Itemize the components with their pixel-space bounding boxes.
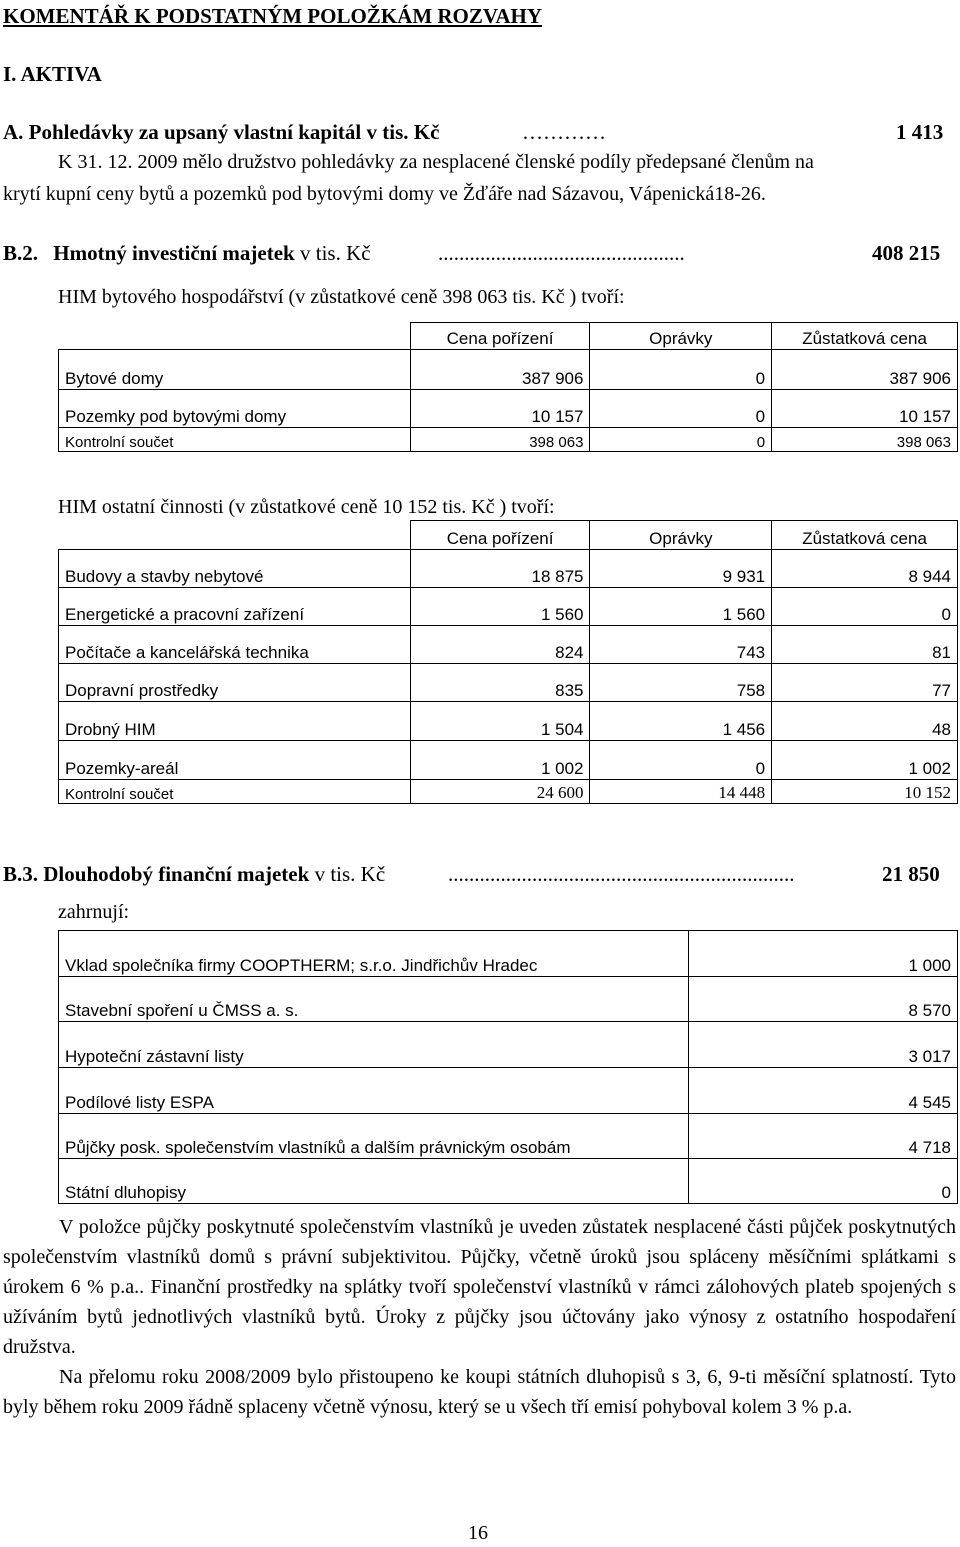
table-header-zustatek: Zůstatková cena [772, 323, 958, 350]
total-cena: 24 600 [410, 780, 590, 804]
bytove-caption: HIM bytového hospodářství (v zůstatkové ceně 398 063 tis. Kč ) tvoří: [58, 286, 625, 308]
row-label: Stavební spoření u ČMSS a. s. [59, 977, 689, 1022]
page-title: KOMENTÁŘ K PODSTATNÝM POLOŽKÁM ROZVAHY [3, 4, 543, 28]
row-opravky: 1 560 [590, 588, 772, 626]
total-label: Kontrolní součet [59, 428, 411, 452]
paragraph-bonds: Na přelomu roku 2008/2009 bylo přistoupeno ke koupi státních dluhopisů s 3, 6, 9-ti měsíční splatností. Tyto byly během roku 2009 řádně splaceny včetně výnosu, který se u všech tří emisí pohyboval kolem 3 % p.a. [3, 1366, 956, 1418]
table-row [59, 741, 958, 780]
table-row [59, 702, 958, 741]
row-cena: 18 875 [410, 550, 590, 588]
row-opravky: 0 [590, 741, 772, 780]
row-label: Dopravní prostředky [59, 664, 411, 702]
row-zustatek: 81 [772, 626, 958, 664]
table-row [59, 977, 958, 1022]
section-b2-dots: ............................................... [438, 241, 685, 265]
row-value: 8 570 [688, 977, 957, 1022]
section-b3-unit: v tis. Kč [314, 862, 386, 886]
total-opravky: 0 [590, 428, 772, 452]
row-zustatek: 10 157 [772, 390, 958, 428]
section-b3-code: B.3. [3, 862, 39, 886]
ostatni-table [58, 520, 958, 804]
commentary [3, 1212, 956, 1422]
table-row [59, 1159, 958, 1204]
row-zustatek: 0 [772, 588, 958, 626]
row-opravky: 1 456 [590, 702, 772, 741]
table-header-cena: Cena pořízení [410, 521, 590, 550]
table-row [59, 550, 958, 588]
row-opravky: 9 931 [590, 550, 772, 588]
table-row [59, 1114, 958, 1159]
total-label: Kontrolní součet [59, 780, 411, 804]
section-a-text-1: K 31. 12. 2009 mělo družstvo pohledávky za nesplacené členské podíly předepsané členům na [58, 151, 814, 173]
row-zustatek: 1 002 [772, 741, 958, 780]
row-label: Budovy a stavby nebytové [59, 550, 411, 588]
section-b2-amount: 408 215 [872, 241, 941, 265]
section-b3-caption: zahrnují: [58, 901, 130, 923]
row-opravky: 0 [590, 390, 772, 428]
row-value: 4 545 [688, 1068, 957, 1114]
table-row [59, 588, 958, 626]
row-label: Podílové listy ESPA [59, 1068, 689, 1114]
table-header-opravky: Oprávky [590, 323, 772, 350]
row-value: 4 718 [688, 1114, 957, 1159]
total-zustatek: 398 063 [772, 428, 958, 452]
section-b2-title: Hmotný investiční majetek [53, 241, 295, 265]
row-label: Bytové domy [59, 350, 411, 390]
section-a-amount: 1 413 [896, 120, 944, 144]
table-header-empty [59, 521, 411, 550]
table-header-zustatek: Zůstatková cena [772, 521, 958, 550]
row-zustatek: 387 906 [772, 350, 958, 390]
row-cena: 835 [410, 664, 590, 702]
table-total-row [59, 780, 958, 804]
row-label: Drobný HIM [59, 702, 411, 741]
table-total-row [59, 428, 958, 452]
row-value: 1 000 [688, 931, 957, 977]
row-label: Pozemky pod bytovými domy [59, 390, 411, 428]
section-b3-heading [3, 862, 385, 887]
row-label: Státní dluhopisy [59, 1159, 689, 1204]
total-opravky: 14 448 [590, 780, 772, 804]
row-label: Vklad společníka firmy COOPTHERM; s.r.o. Jindřichův Hradec [59, 931, 689, 977]
section-b3-amount: 21 850 [882, 862, 940, 886]
table-row [59, 664, 958, 702]
row-cena: 1 002 [410, 741, 590, 780]
row-zustatek: 48 [772, 702, 958, 741]
section-b2-unit: v tis. Kč [300, 241, 371, 265]
total-cena: 398 063 [410, 428, 590, 452]
row-zustatek: 77 [772, 664, 958, 702]
row-opravky: 743 [590, 626, 772, 664]
paragraph-loans: V položce půjčky poskytnuté společenstvím vlastníků je uveden zůstatek nesplacené části půjček poskytnutých společenstvím vlastníků domů s právní subjektivitou. Půjčky, včetně úroků jsou spláceny měsíčními splátkami s úrokem 6 % p.a.. Finanční prostředky na splátky tvoří společenství vlastníků v rámci zálohových plateb spojených s užíváním bytů jednotlivých vlastníků bytů. Úroky z půjčky jsou účtovány jako výnosy z ostatního hospodaření družstva. [3, 1216, 956, 1358]
table-header-cena: Cena pořízení [410, 323, 590, 350]
row-cena: 1 560 [410, 588, 590, 626]
section-heading: I. AKTIVA [3, 62, 102, 86]
row-label: Energetické a pracovní zařízení [59, 588, 411, 626]
row-label: Hypoteční zástavní listy [59, 1022, 689, 1068]
row-label: Počítače a kancelářská technika [59, 626, 411, 664]
table-header-opravky: Oprávky [590, 521, 772, 550]
table-row [59, 390, 958, 428]
row-opravky: 0 [590, 350, 772, 390]
bytove-table [58, 322, 958, 452]
table-header-empty [59, 323, 411, 350]
row-cena: 10 157 [410, 390, 590, 428]
table-row [59, 350, 958, 390]
table-row [59, 931, 958, 977]
dfm-table [58, 930, 958, 1204]
ostatni-caption: HIM ostatní činnosti (v zůstatkové ceně 10 152 tis. Kč ) tvoří: [58, 496, 555, 518]
row-cena: 824 [410, 626, 590, 664]
row-opravky: 758 [590, 664, 772, 702]
table-row [59, 1068, 958, 1114]
section-b3-dots: .................................................................. [448, 862, 795, 886]
row-value: 3 017 [688, 1022, 957, 1068]
row-cena: 1 504 [410, 702, 590, 741]
section-b3-title: Dlouhodobý finanční majetek [43, 862, 310, 886]
total-zustatek: 10 152 [772, 780, 958, 804]
section-a-dots: ………… [522, 120, 606, 144]
section-b2-code: B.2. [3, 241, 39, 265]
page-number: 16 [468, 1522, 488, 1544]
row-zustatek: 8 944 [772, 550, 958, 588]
section-a-title: A. Pohledávky za upsaný vlastní kapitál v tis. Kč [3, 120, 440, 144]
table-header-row [59, 323, 958, 350]
table-header-row [59, 521, 958, 550]
table-row [59, 1022, 958, 1068]
section-a-text-2: krytí kupní ceny bytů a pozemků pod bytovými domy ve Žďáře nad Sázavou, Vápenická18-26. [3, 183, 766, 205]
row-label: Půjčky posk. společenstvím vlastníků a dalším právnickým osobám [59, 1114, 689, 1159]
row-cena: 387 906 [410, 350, 590, 390]
table-row [59, 626, 958, 664]
row-value: 0 [688, 1159, 957, 1204]
section-b2-heading [3, 241, 371, 266]
row-label: Pozemky-areál [59, 741, 411, 780]
